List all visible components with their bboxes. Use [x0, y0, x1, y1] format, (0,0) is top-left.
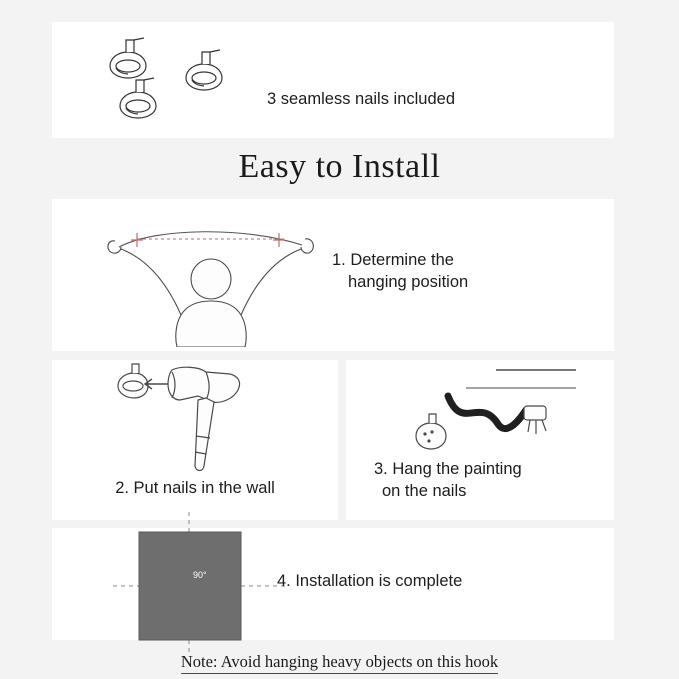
person-measuring-wall-icon [97, 207, 327, 347]
panel-step-hang-painting [346, 360, 614, 520]
footer-note-text: Note: Avoid hanging heavy objects on this hook [181, 652, 498, 674]
nails-caption: 3 seamless nails included [267, 90, 456, 108]
step-1-caption [332, 249, 468, 293]
hammer-and-nail-icon [102, 362, 302, 474]
page-title: Easy to Install [238, 148, 441, 185]
hanging-frame-on-nails-icon [376, 362, 596, 472]
step-4-caption: 4. Installation is complete [277, 572, 463, 590]
panel-seamless-nails [52, 22, 614, 138]
seamless-nails-icon [92, 30, 262, 130]
panel-step-put-nails [52, 360, 338, 520]
panel-step-complete [52, 528, 614, 640]
footer-note [0, 652, 679, 672]
step-1-line2: hanging position [348, 273, 469, 291]
step-3-caption [374, 458, 522, 502]
step-3-line1: 3. Hang the painting [374, 460, 522, 478]
step-3-line2: on the nails [382, 482, 467, 500]
step-1-line1: 1. Determine the [332, 251, 454, 269]
step-2-caption: 2. Put nails in the wall [115, 479, 275, 497]
framed-picture-level-icon [97, 510, 297, 658]
angle-label: 90° [193, 570, 207, 580]
panel-step-determine-position [52, 199, 614, 351]
